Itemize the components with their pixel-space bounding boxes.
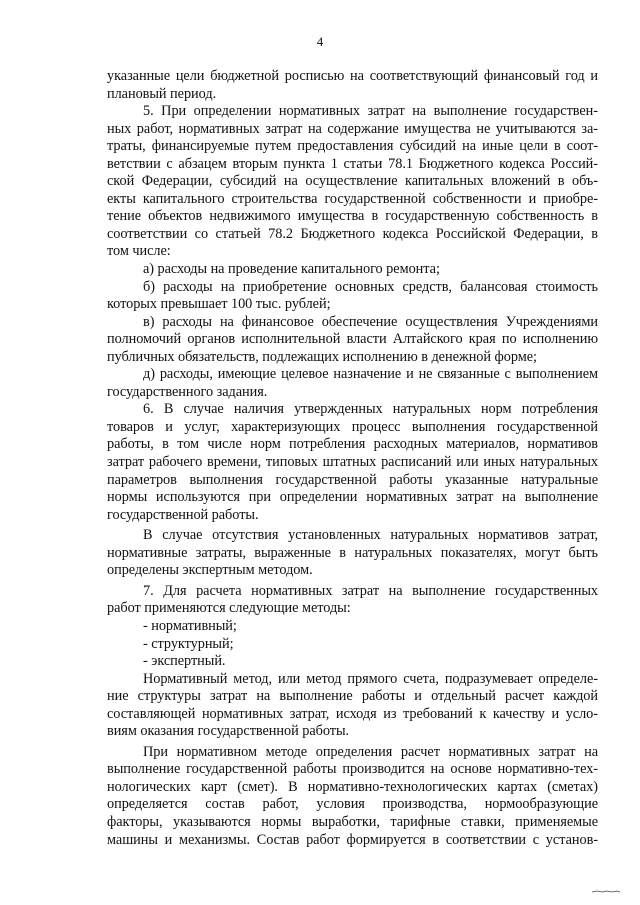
page-number: 4 — [316, 34, 324, 49]
text-line: 7. Для расчета нормативных затрат на выполнение государственных — [143, 582, 598, 599]
text-line: затрат рабочего времени, типовых штатных расписаний или иных натуральных — [107, 454, 598, 471]
text-line: работы, в том числе норм потребления расходных материалов, нормативов — [107, 436, 598, 453]
paragraph — [107, 68, 598, 103]
paragraph — [107, 583, 598, 618]
text-line: траты, финансируемые путем предоставления субсидий на иные цели в соот- — [107, 138, 598, 155]
list-item — [107, 618, 598, 636]
text-line: том числе: — [107, 243, 171, 260]
text-line: в) расходы на финансовое обеспечение осуществления Учреждениями — [143, 313, 598, 330]
text-line: публичных обязательств, подлежащих исполнению в денежной форме; — [107, 348, 537, 365]
text-line: тение объектов недвижимого имущества в государственную собственность в — [107, 208, 598, 225]
paragraph — [107, 671, 598, 741]
text-line: ных работ, нормативных затрат на содержание имущества не учитываются за- — [107, 120, 598, 137]
text-line: составляющей нормативных затрат, исходя из требований к качеству и усло- — [107, 705, 598, 722]
text-line: ние структуры затрат на выполнение работы и отдельный расчет каждой — [107, 688, 598, 705]
paragraph — [107, 314, 598, 367]
paragraph — [107, 103, 598, 261]
text-line: плановый период. — [107, 85, 217, 102]
text-line: д) расходы, имеющие целевое назначение и не связанные с выполнением — [143, 366, 598, 383]
text-line: ской Федерации, субсидий на осуществление капитальных вложений в объ- — [107, 173, 598, 190]
text-line: 6. В случае наличия утвержденных натуральных норм потребления — [143, 401, 598, 418]
text-line: полномочий органов исполнительной власти Алтайского края по исполнению — [107, 331, 598, 348]
paragraph — [107, 527, 598, 580]
text-line: государственного задания. — [107, 383, 268, 400]
text-line: - нормативный; — [143, 617, 237, 634]
text-line: определены экспертным методом. — [107, 562, 313, 579]
paragraph — [107, 366, 598, 401]
text-line: параметров выполнения государственной работы указанные натуральные — [107, 471, 598, 488]
paragraph — [107, 401, 598, 524]
text-line: а) расходы на проведение капитального ремонта; — [143, 261, 440, 278]
text-line: 5. При определении нормативных затрат на выполнение государствен- — [143, 103, 598, 120]
text-line: машины и механизмы. Состав работ формируется в соответствии с установ- — [107, 831, 598, 848]
text-line: нормативные затраты, выраженные в натуральных показателях, могут быть — [107, 544, 598, 561]
list-item — [107, 261, 598, 279]
text-line: товаров и услуг, характеризующих процесс выполнения государственной — [107, 418, 598, 435]
list-item — [107, 636, 598, 654]
margin-mark — [591, 887, 621, 895]
text-line: указанные цели бюджетной росписью на соответствующий финансовый год и — [107, 68, 598, 84]
text-line: б) расходы на приобретение основных средств, балансовая стоимость — [143, 278, 598, 295]
text-line: работ применяются следующие методы: — [107, 600, 351, 617]
list-item — [107, 653, 598, 671]
text-line: которых превышает 100 тыс. рублей; — [107, 296, 331, 313]
text-line: При нормативном методе определения расчет нормативных затрат на — [143, 743, 598, 760]
text-line: выполнение государственной работы производится на основе нормативно-тех- — [107, 761, 598, 778]
text-line: определяется состав работ, условия производства, нормообразующие — [107, 796, 598, 813]
text-line: виям оказания государственной работы. — [107, 723, 350, 740]
text-line: екты капитального строительства государственной собственности и приобре- — [107, 190, 598, 207]
text-line: В случае отсутствия установленных натуральных нормативов затрат, — [143, 527, 598, 544]
text-line: - экспертный. — [143, 653, 226, 670]
text-line: ветствии с абзацем вторым пункта 1 статьи 78.1 Бюджетного кодекса Россий- — [107, 155, 598, 172]
document-body — [107, 68, 598, 849]
text-line: соответствии со статьей 78.2 Бюджетного кодекса Российской Федерации, в — [107, 225, 598, 242]
text-line: нологических карт (смет). В нормативно-технологических картах (сметах) — [107, 778, 598, 795]
text-line: Нормативный метод, или метод прямого счета, подразумевает определе- — [143, 670, 598, 687]
paragraph — [107, 744, 598, 849]
text-line: государственной работы. — [107, 506, 259, 523]
text-line: - структурный; — [143, 635, 234, 652]
text-line: факторы, указываются нормы выработки, тарифные ставки, применяемые — [107, 813, 598, 830]
paragraph — [107, 279, 598, 314]
text-line: нормы используются при определении нормативных затрат на выполнение — [107, 489, 598, 506]
